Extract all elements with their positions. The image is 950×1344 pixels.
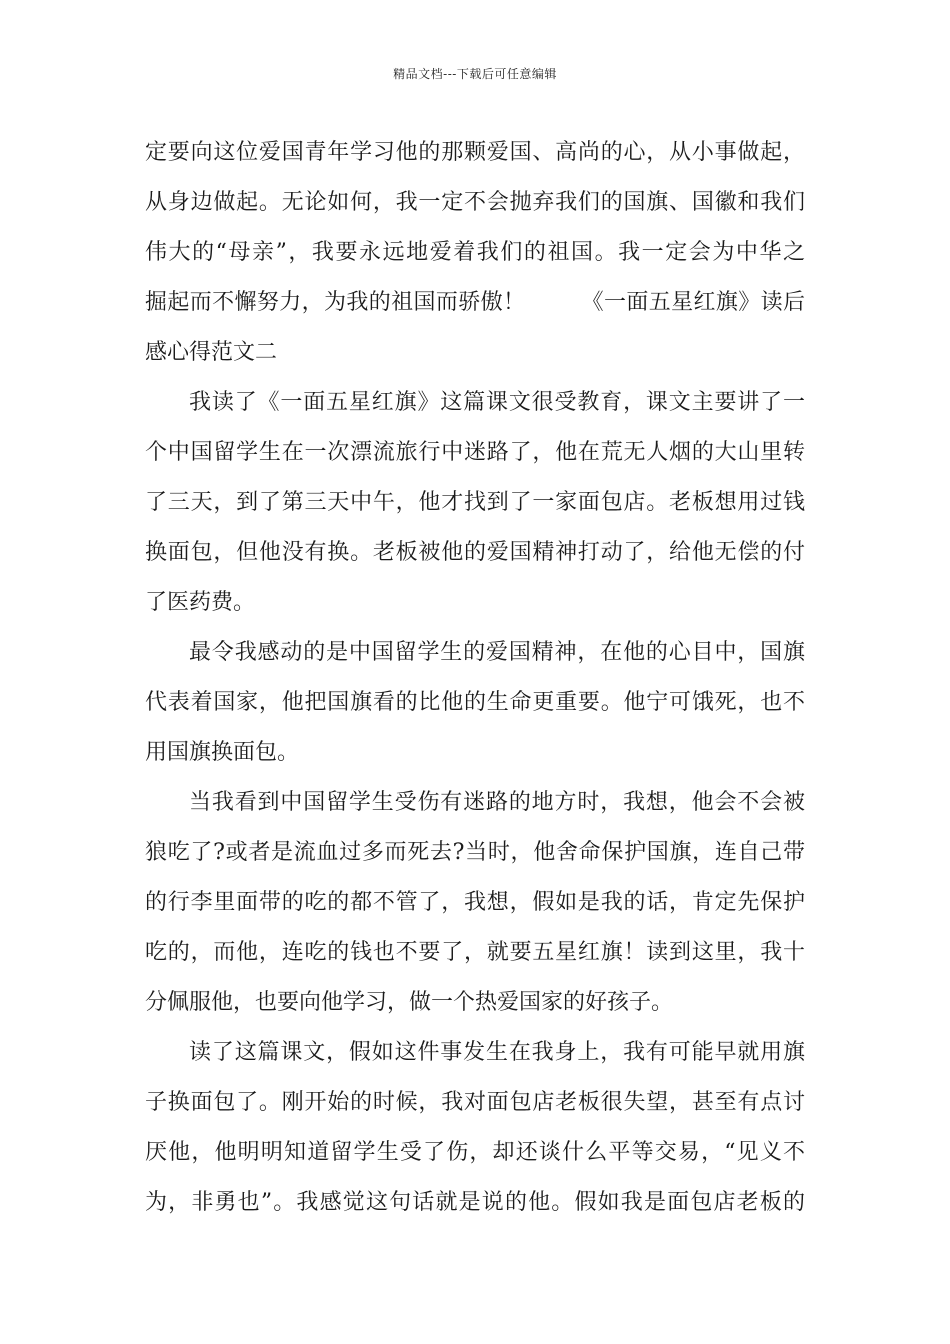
text-line: 定要向这位爱国青年学习他的那颗爱国、高尚的心，从小事做起，	[145, 140, 805, 165]
text-line: 狼吃了?或者是流血过多而死去?当时，他舍命保护国旗，连自己带	[145, 840, 805, 865]
text-line: 最令我感动的是中国留学生的爱国精神，在他的心目中，国旗	[189, 640, 805, 665]
text-line: 感心得范文二	[145, 340, 278, 365]
document-body	[145, 128, 805, 1228]
page-header: 精品文档---下载后可任意编辑	[393, 67, 557, 81]
text-line: 厌他，他明明知道留学生受了伤，却还谈什么平等交易，“见义不	[145, 1140, 805, 1165]
text-line: 代表着国家，他把国旗看的比他的生命更重要。他宁可饿死，也不	[145, 690, 805, 715]
text-line: 吃的，而他，连吃的钱也不要了，就要五星红旗！读到这里，我十	[145, 940, 805, 965]
text-line: 读了这篇课文，假如这件事发生在我身上，我有可能早就用旗	[189, 1040, 805, 1065]
text-line: 我读了《一面五星红旗》这篇课文很受教育，课文主要讲了一	[189, 390, 805, 415]
text-line: 为，非勇也”。我感觉这句话就是说的他。假如我是面包店老板的	[145, 1190, 805, 1215]
text-line: 子换面包了。刚开始的时候，我对面包店老板很失望，甚至有点讨	[145, 1090, 805, 1115]
text-line: 了医药费。	[145, 590, 256, 615]
text-line: 从身边做起。无论如何，我一定不会抛弃我们的国旗、国徽和我们	[145, 190, 805, 215]
text-line: 伟大的“母亲”，我要永远地爱着我们的祖国。我一定会为中华之	[145, 240, 805, 265]
text-line: 换面包，但他没有换。老板被他的爱国精神打动了，给他无偿的付	[145, 540, 805, 565]
text-line: 了三天，到了第三天中午，他才找到了一家面包店。老板想用过钱	[145, 490, 805, 515]
text-line: 用国旗换面包。	[145, 740, 300, 765]
text-line: 掘起而不懈努力，为我的祖国而骄傲！ 《一面五星红旗》读后	[145, 290, 805, 315]
text-line: 分佩服他，也要向他学习，做一个热爱国家的好孩子。	[145, 990, 674, 1015]
text-line: 当我看到中国留学生受伤有迷路的地方时，我想，他会不会被	[189, 790, 805, 815]
text-line: 的行李里面带的吃的都不管了，我想，假如是我的话，肯定先保护	[145, 890, 805, 915]
text-line: 个中国留学生在一次漂流旅行中迷路了，他在荒无人烟的大山里转	[145, 440, 805, 465]
